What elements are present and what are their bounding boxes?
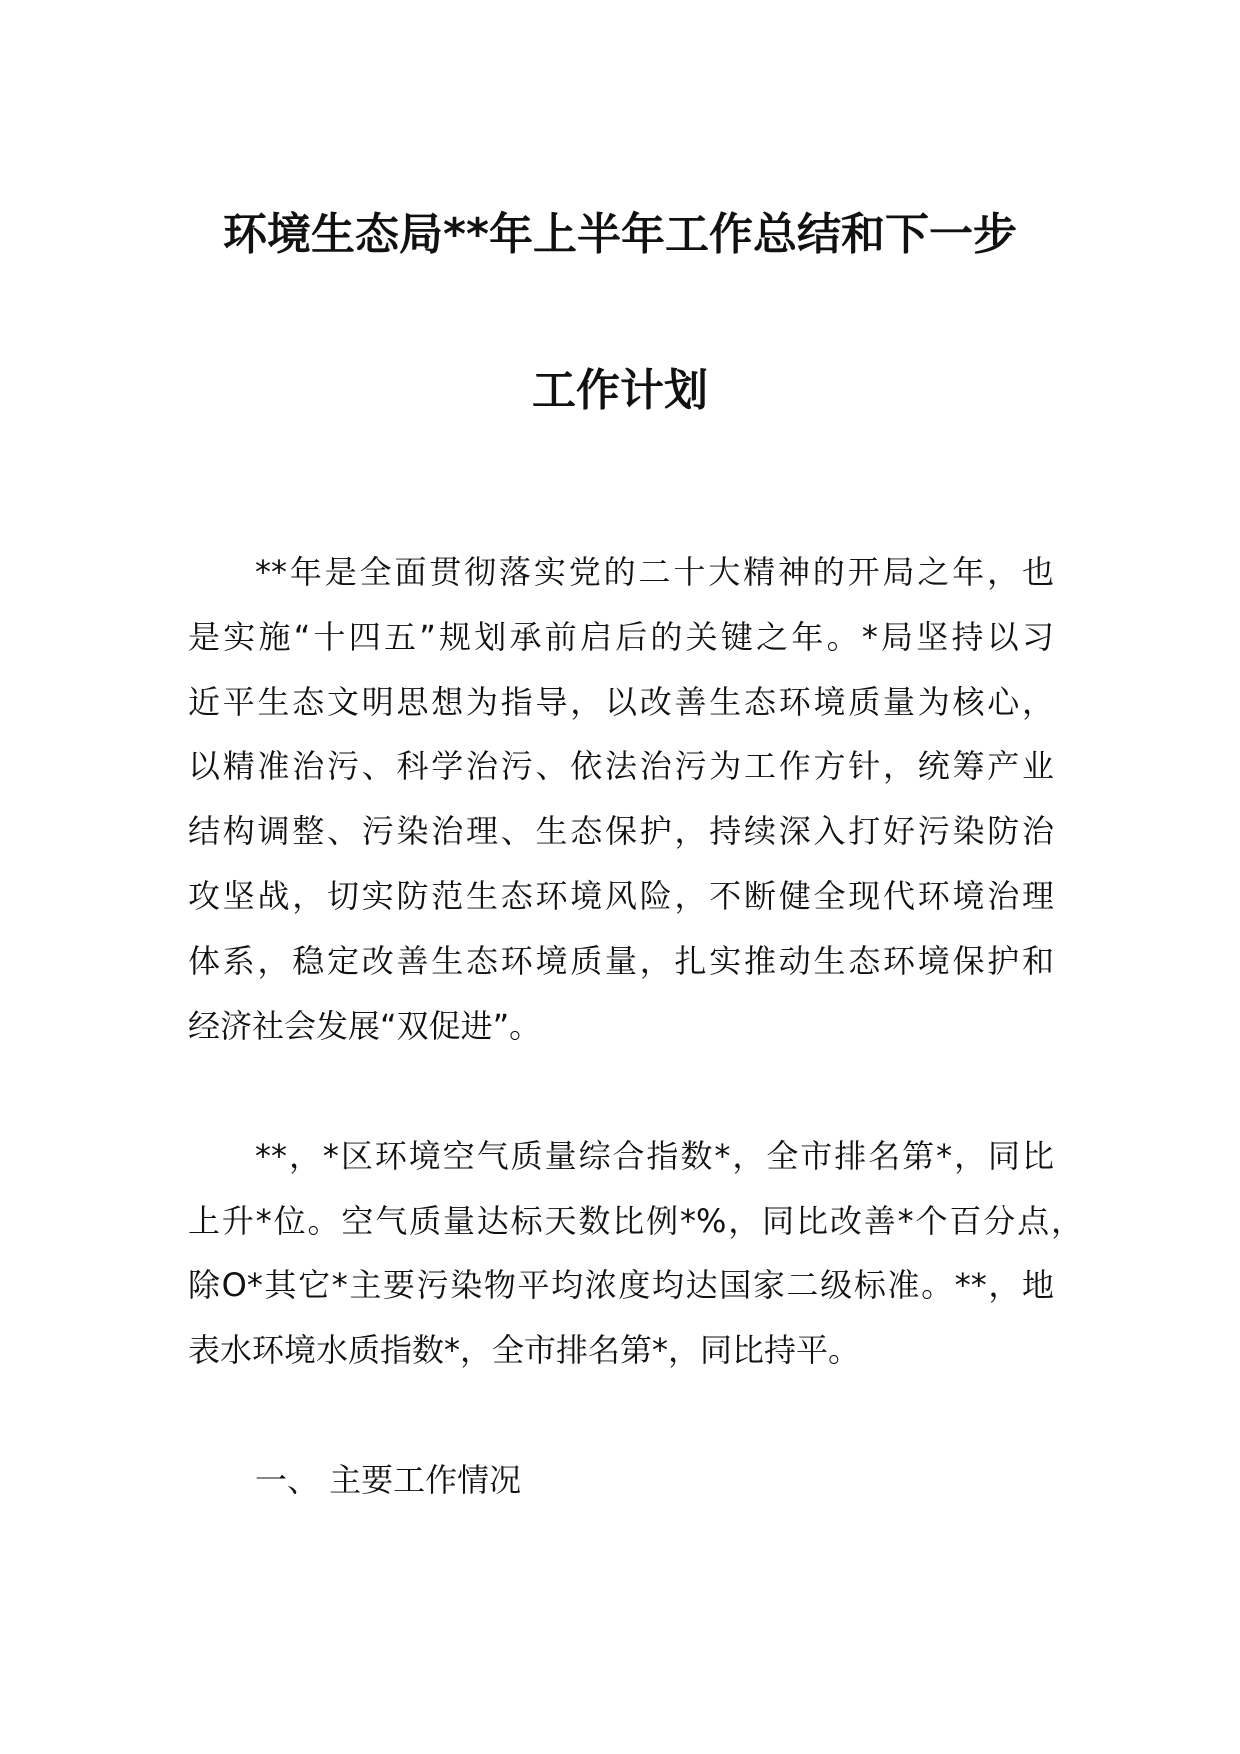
paragraph-line: 经济社会发展“双促进”。 [188,1007,542,1045]
document-title-line-2: 工作计划 [532,365,708,416]
paragraph-line: 近平生态文明思想为指导，以改善生态环境质量为核心， [188,683,1054,721]
paragraph-line: 表水环境水质指数*，全市排名第*，同比持平。 [188,1331,861,1369]
paragraph-line: 攻坚战，切实防范生态环境风险，不断健全现代环境治理 [188,877,1054,915]
paragraph-line: **，*区环境空气质量综合指数*，全市排名第*，同比 [255,1137,1054,1175]
paragraph-line: 上升*位。空气质量达标天数比例*%，同比改善*个百分点， [188,1202,1083,1240]
paragraph-line: 是实施“十四五”规划承前启后的关键之年。*局坚持以习 [188,618,1054,656]
section-heading: 一、 主要工作情况 [255,1461,522,1499]
paragraph-line: 体系，稳定改善生态环境质量，扎实推动生态环境保护和 [188,942,1054,980]
paragraph-line: **年是全面贯彻落实党的二十大精神的开局之年，也 [255,553,1054,591]
paragraph-line: 除O*其它*主要污染物平均浓度均达国家二级标准。**，地 [188,1266,1054,1304]
paragraph-line: 以精准治污、科学治污、依法治污为工作方针，统筹产业 [188,747,1054,785]
paragraph-line: 结构调整、污染治理、生态保护，持续深入打好污染防治 [188,812,1054,850]
document-title-line-1: 环境生态局**年上半年工作总结和下一步 [222,209,1018,260]
